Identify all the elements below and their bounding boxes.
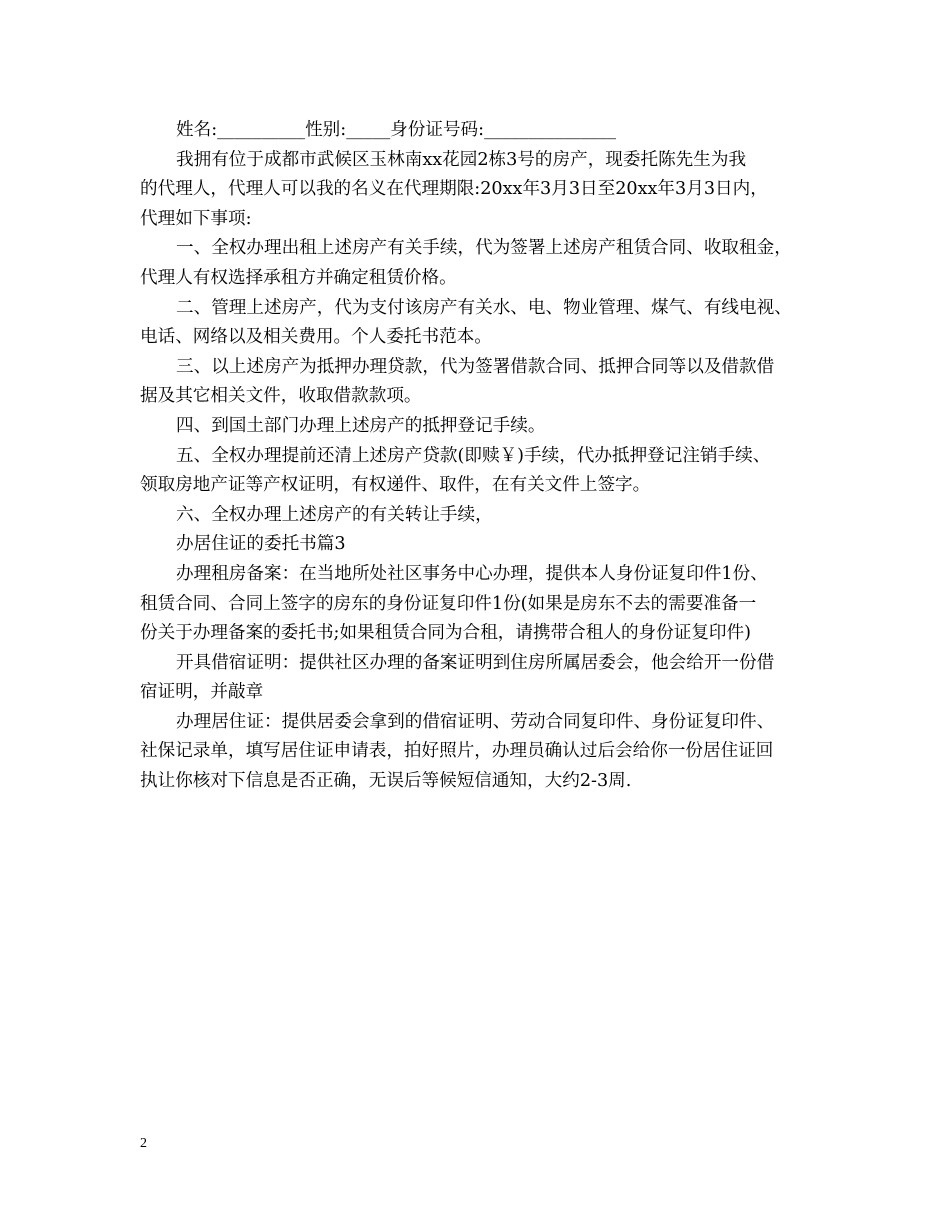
text-line: 的代理人，代理人可以我的名义在代理期限:20xx年3月3日至20xx年3月3日内， [140, 179, 768, 200]
text-line: 开具借宿证明：提供社区办理的备案证明到住房所属居委会，他会给开一份借 [176, 652, 775, 673]
text-line: 六、全权办理上述房产的有关转让手续， [176, 504, 493, 525]
text-line: 五、全权办理提前还清上述房产贷款(即赎￥)手续，代办抵押登记注销手续、 [176, 445, 771, 466]
text-line: 四、到国土部门办理上述房产的抵押登记手续。 [176, 415, 546, 436]
text-line: 领取房地产证等产权证明，有权递件、取件，在有关文件上签字。 [140, 475, 651, 496]
text-line: 电话、网络以及相关费用。个人委托书范本。 [140, 327, 492, 348]
text-line: 办理租房备案：在当地所处社区事务中心办理，提供本人身份证复印件1份、 [176, 563, 768, 584]
text-line: 租赁合同、合同上签字的房东的身份证复印件1份(如果是房东不去的需要准备一 [140, 593, 757, 614]
text-line: 据及其它相关文件，收取借款款项。 [140, 386, 422, 407]
text-line: 代理如下事项: [140, 208, 252, 229]
text-line: 我拥有位于成都市武候区玉林南xx花园2栋3号的房产，现委托陈先生为我 [176, 149, 747, 170]
section-heading: 办居住证的委托书篇3 [176, 534, 346, 555]
text-line: 办理居住证：提供居委会拿到的借宿证明、劳动合同复印件、身份证复印件、 [176, 711, 775, 732]
text-line: 宿证明，并敲章 [140, 682, 264, 703]
text-line: 份关于办理备案的委托书;如果租赁合同为合租，请携带合租人的身份证复印件) [140, 623, 751, 644]
page-number: 2 [140, 1136, 147, 1151]
text-line: 三、以上述房产为抵押办理贷款，代为签署借款合同、抵押合同等以及借款借 [176, 356, 775, 377]
text-line: 社保记录单，填写居住证申请表，拍好照片，办理员确认过后会给你一份居住证回 [140, 741, 774, 762]
text-line-name-gender-id: 姓名:__________性别:_____身份证号码:_______________ [176, 120, 617, 140]
text-line: 代理人有权选择承租方并确定租赁价格。 [140, 267, 457, 288]
document-body [140, 116, 820, 797]
text-line: 执让你核对下信息是否正确，无误后等候短信通知，大约2-3周. [140, 771, 632, 792]
text-line: 二、管理上述房产，代为支付该房产有关水、电、物业管理、煤气、有线电视、 [176, 297, 792, 318]
text-line: 一、全权办理出租上述房产有关手续，代为签署上述房产租赁合同、收取租金， [176, 238, 792, 259]
